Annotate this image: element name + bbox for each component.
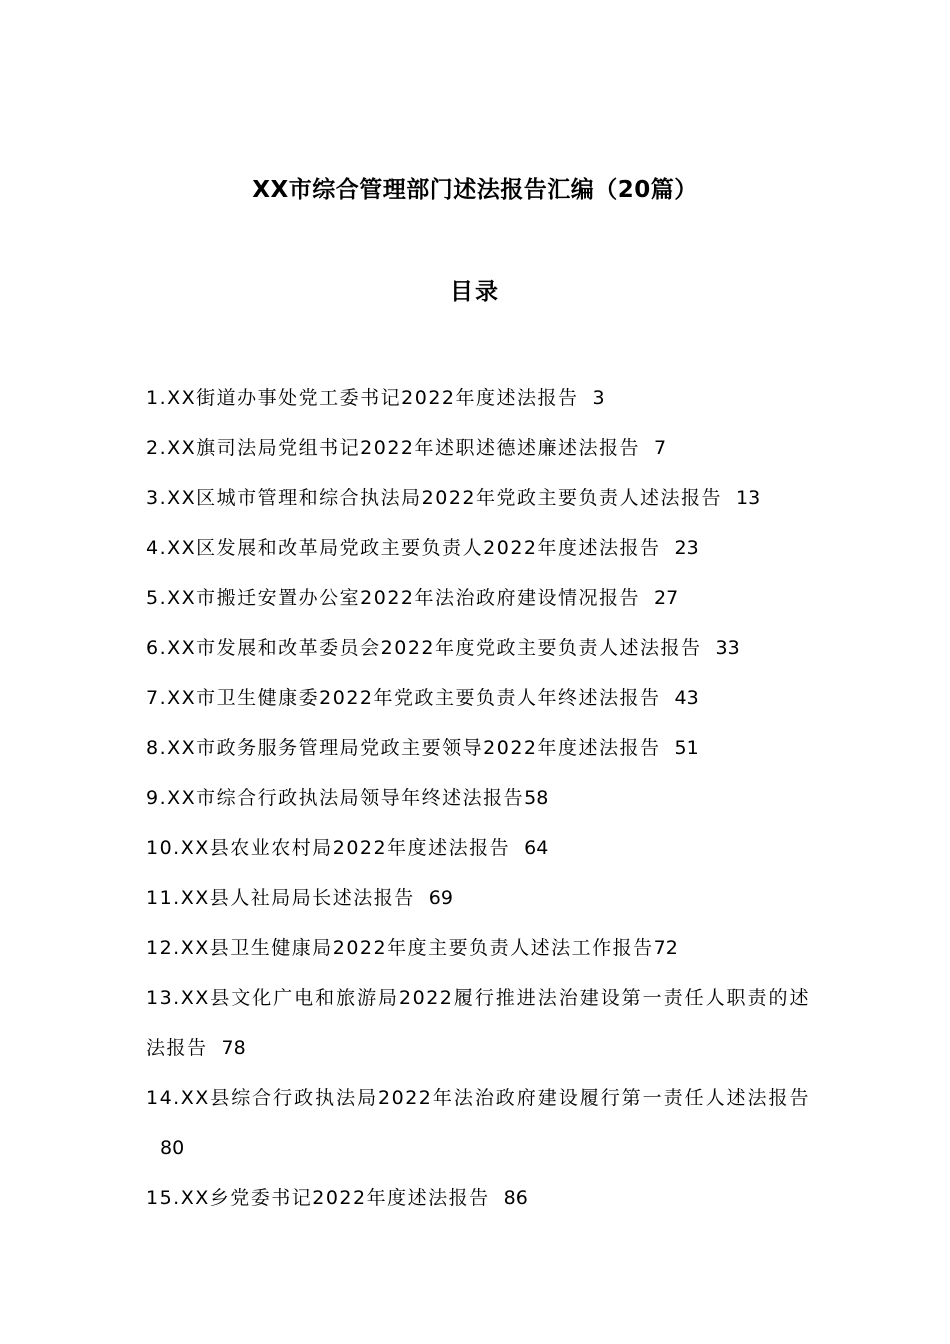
toc-entry-text: 9.XX市综合行政执法局领导年终述法报告 (146, 787, 525, 809)
toc-entry-1[interactable] (146, 373, 810, 423)
toc-entry-2[interactable] (146, 423, 810, 473)
toc-entry-page: 51 (674, 737, 699, 759)
toc-entry-13[interactable] (146, 973, 810, 1073)
toc-entry-8[interactable] (146, 723, 810, 773)
toc-entry-page: 23 (674, 537, 699, 559)
toc-entry-page: 43 (674, 687, 699, 709)
toc-entry-text: 3.XX区城市管理和综合执法局2022年党政主要负责人述法报告 (146, 487, 723, 509)
toc-entry-page: 78 (221, 1037, 246, 1059)
toc-entry-15[interactable] (146, 1173, 810, 1223)
toc-entry-text: 13.XX县文化广电和旅游局2022履行推进法治建设第一责任人职责的述法报告 (146, 987, 810, 1059)
toc-entry-text: 11.XX县人社局局长述法报告 (146, 887, 415, 909)
toc-entry-12[interactable] (146, 923, 810, 973)
toc-entry-page: 72 (653, 937, 678, 959)
toc-entry-page: 3 (592, 387, 605, 409)
toc-entry-text: 5.XX市搬迁安置办公室2022年法治政府建设情况报告 (146, 587, 641, 609)
toc-entry-5[interactable] (146, 573, 810, 623)
toc-entry-text: 7.XX市卫生健康委2022年党政主要负责人年终述法报告 (146, 687, 661, 709)
toc-heading: 目录 (450, 279, 500, 305)
toc-entry-page: 69 (428, 887, 453, 909)
toc-entry-10[interactable] (146, 823, 810, 873)
toc-entry-page: 86 (503, 1187, 528, 1209)
toc-entry-text: 4.XX区发展和改革局党政主要负责人2022年度述法报告 (146, 537, 661, 559)
toc-entry-text: 1.XX街道办事处党工委书记2022年度述法报告 (146, 387, 579, 409)
toc-entry-text: 6.XX市发展和改革委员会2022年度党政主要负责人述法报告 (146, 637, 702, 659)
toc-entry-page: 13 (736, 487, 761, 509)
toc-entry-page: 27 (654, 587, 679, 609)
toc-entry-3[interactable] (146, 473, 810, 523)
toc-entry-11[interactable] (146, 873, 810, 923)
toc-entry-page: 58 (524, 787, 549, 809)
table-of-contents (146, 373, 810, 1223)
toc-entry-9[interactable] (146, 773, 810, 823)
toc-entry-text: 10.XX县农业农村局2022年度述法报告 (146, 837, 511, 859)
toc-entry-text: 14.XX县综合行政执法局2022年法治政府建设履行第一责任人述法报告 (146, 1087, 810, 1109)
toc-entry-4[interactable] (146, 523, 810, 573)
toc-entry-page: 7 (654, 437, 667, 459)
toc-entry-page: 33 (715, 637, 740, 659)
toc-entry-page: 80 (160, 1137, 185, 1159)
toc-entry-text: 2.XX旗司法局党组书记2022年述职述德述廉述法报告 (146, 437, 641, 459)
toc-entry-page: 64 (524, 837, 549, 859)
toc-entry-text: 15.XX乡党委书记2022年度述法报告 (146, 1187, 490, 1209)
document-title: XX市综合管理部门述法报告汇编（20篇） (252, 177, 698, 203)
toc-entry-14[interactable] (146, 1073, 810, 1173)
toc-entry-6[interactable] (146, 623, 810, 673)
toc-entry-7[interactable] (146, 673, 810, 723)
toc-entry-text: 12.XX县卫生健康局2022年度主要负责人述法工作报告 (146, 937, 654, 959)
toc-entry-text: 8.XX市政务服务管理局党政主要领导2022年度述法报告 (146, 737, 661, 759)
